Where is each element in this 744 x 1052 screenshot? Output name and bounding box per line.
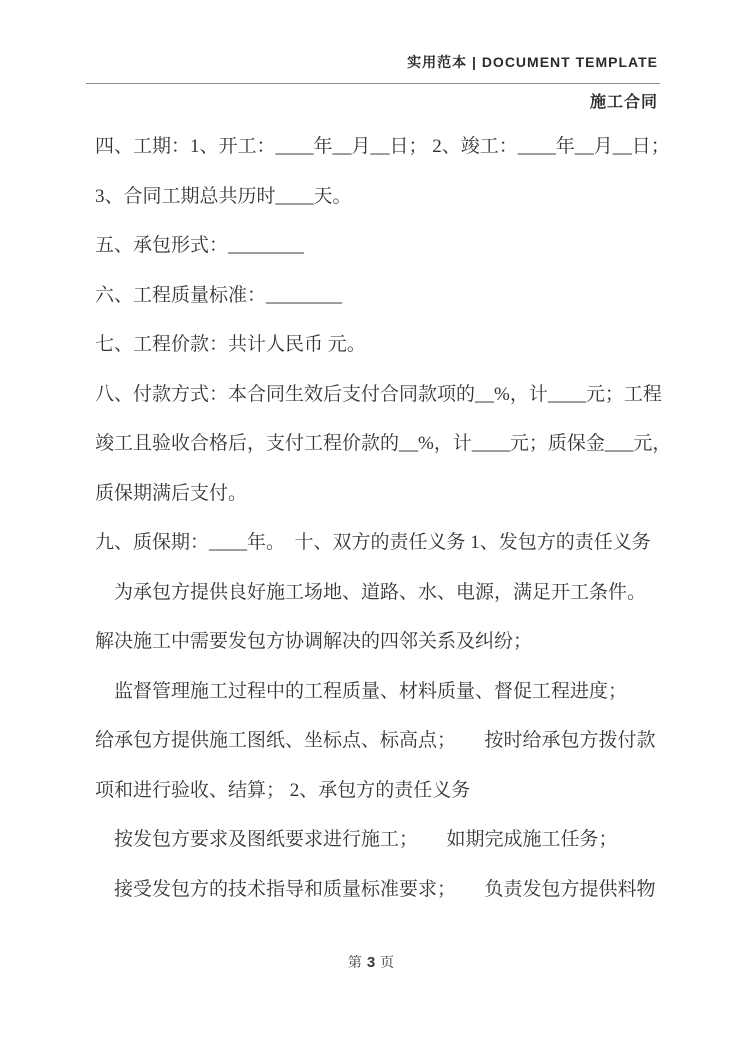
footer-page-suffix: 页 [380, 954, 397, 970]
body-line-employer-duty-4: 给承包方提供施工图纸、坐标点、标高点； 按时给承包方拨付款 [95, 730, 656, 751]
body-line-payment-method-end: 质保期满后支付。 [95, 482, 248, 504]
body-line-warranty-duties: 九、质保期：____年。 十、双方的责任义务 1、发包方的责任义务 [95, 532, 651, 553]
body-line-duration-total: 3、合同工期总共历时____天。 [95, 185, 352, 207]
body-line-payment-method-cont: 竣工且验收合格后，支付工程价款的__%，计____元；质保金___元， [95, 433, 672, 454]
body-line-contractor-duty-2: 接受发包方的技术指导和质量标准要求； 负责发包方提供料物 [95, 878, 656, 900]
body-line-employer-duty-2: 解决施工中需要发包方协调解决的四邻关系及纠纷； [95, 631, 533, 652]
body-line-employer-duty-1: 为承包方提供良好施工场地、道路、水、电源，满足开工条件。 [95, 581, 647, 603]
body-line-project-price: 七、工程价款：共计人民币 元。 [95, 334, 366, 355]
body-line-contract-form: 五、承包形式：________ [95, 235, 305, 256]
page-footer [0, 952, 744, 972]
body-line-employer-duty-3: 监督管理施工过程中的工程质量、材料质量、督促工程进度； [95, 680, 628, 702]
footer-page-number: 3 [366, 954, 378, 971]
header-brand: 实用范本 | DOCUMENT TEMPLATE [407, 54, 658, 70]
document-body [95, 122, 690, 914]
header-rule [86, 83, 660, 84]
body-line-contractor-duty-1: 按发包方要求及图纸要求进行施工； 如期完成施工任务； [95, 829, 618, 850]
body-line-contractor-duties: 项和进行验收、结算； 2、承包方的责任义务 [95, 779, 471, 801]
body-line-quality-standard: 六、工程质量标准：________ [95, 284, 343, 306]
footer-page-prefix: 第 [347, 954, 364, 970]
document-title: 施工合同 [589, 94, 658, 111]
body-line-payment-method: 八、付款方式：本合同生效后支付合同款项的__%，计____元；工程 [95, 383, 662, 405]
body-line-duration: 四、工期：1、开工：____年__月__日； 2、竣工：____年__月__日； [95, 136, 670, 157]
